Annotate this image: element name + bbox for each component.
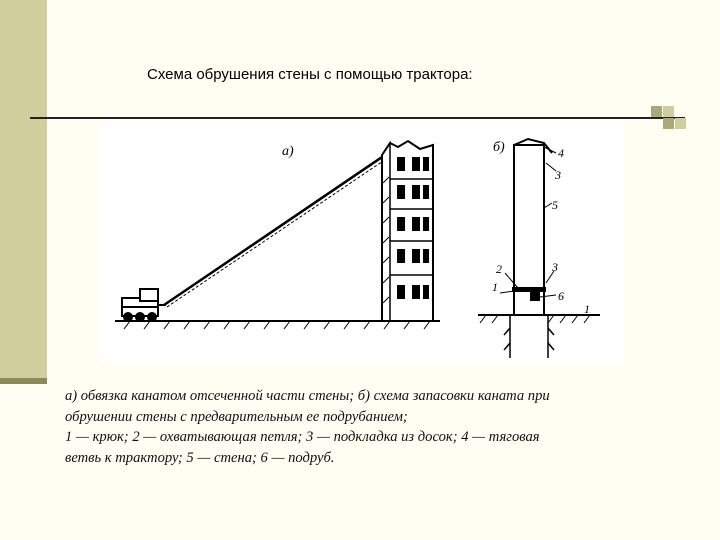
wall-demolition-figure — [100, 123, 624, 363]
callout-label: 1 — [584, 302, 590, 316]
caption-line: а) обвязка канатом отсеченной части стены; б) схема запасовки каната при — [65, 388, 550, 404]
figure-label-a: а) — [282, 144, 294, 159]
decor-square — [663, 106, 674, 117]
figure-label-b: б) — [493, 140, 505, 155]
title-divider — [30, 117, 685, 119]
callout-label: 1 — [492, 280, 498, 294]
caption-line: 1 — крюк; 2 — охватывающая петля; 3 — подкладка из досок; 4 — тяговая — [65, 429, 540, 445]
side-accent-bar-edge — [0, 378, 47, 384]
demolition-scheme-drawing — [100, 123, 624, 363]
side-accent-bar — [0, 0, 47, 382]
ground-hatching-b — [480, 315, 590, 323]
figure-caption — [65, 386, 655, 468]
caption-line: обрушении стены с предварительным ее подрубанием; — [65, 408, 408, 425]
caption-line: ветвь к трактору; 5 — стена; 6 — подруб. — [65, 449, 335, 466]
timber-pad — [512, 287, 546, 292]
decor-square — [675, 118, 686, 129]
callout-label: 4 — [558, 146, 564, 160]
decor-square — [651, 106, 662, 117]
decor-square — [663, 118, 674, 129]
callout-label: 3 — [555, 168, 561, 182]
callout-label: 3 — [552, 260, 558, 274]
callout-label: 6 — [558, 289, 564, 303]
callout-label: 5 — [552, 198, 558, 212]
foundation-b — [504, 315, 554, 358]
tractor-drawing — [122, 289, 166, 321]
callout-label: 2 — [496, 262, 502, 276]
traction-rope-shade — [167, 157, 389, 307]
ground-hatching-a — [124, 321, 430, 329]
traction-rope — [164, 153, 388, 305]
slide-title: Схема обрушения стены с помощью трактора: — [147, 66, 473, 83]
undercut-notch — [530, 291, 540, 301]
